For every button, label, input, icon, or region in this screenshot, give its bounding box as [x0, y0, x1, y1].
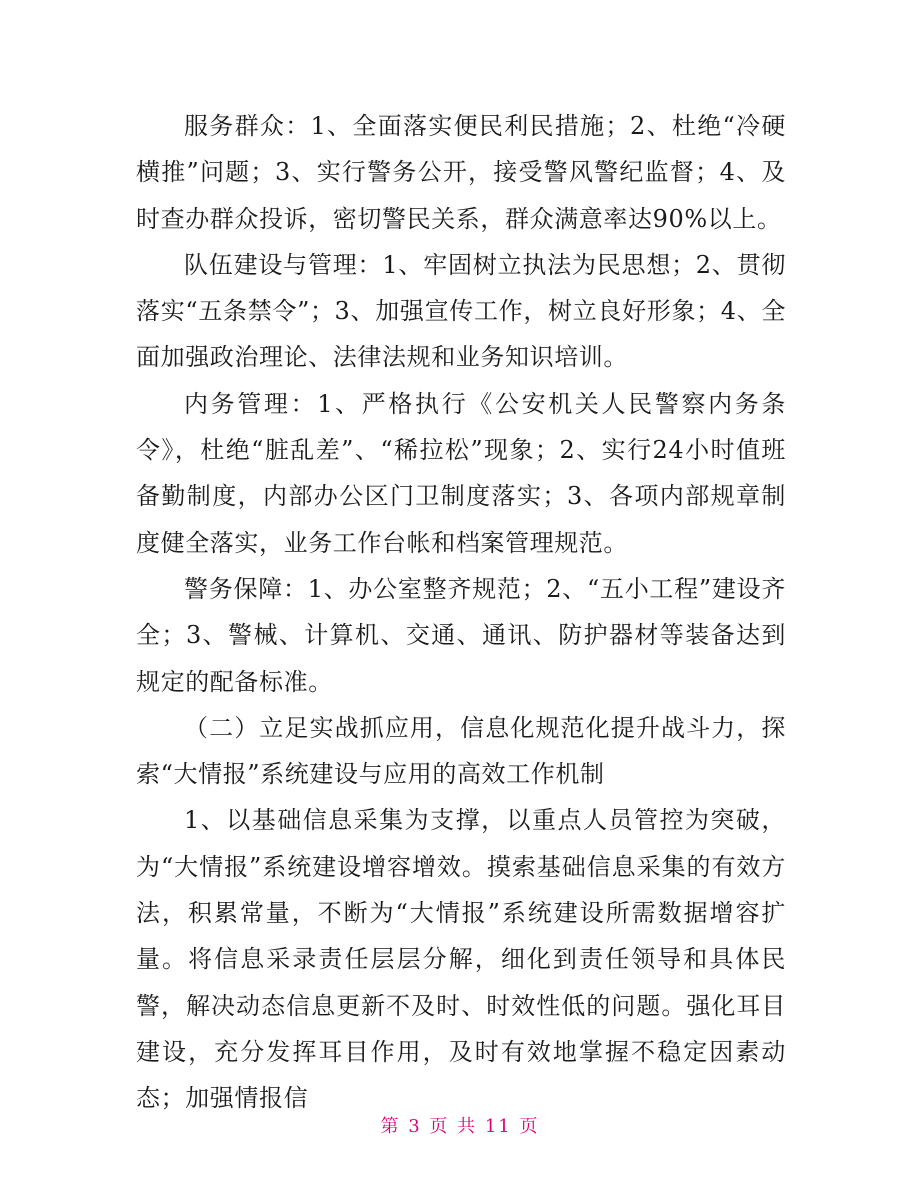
- paragraph-police-support: 警务保障：1、办公室整齐规范；2、“五小工程”建设齐全；3、警械、计算机、交通、通讯、防护器材等装备达到规定的配备标准。: [136, 574, 786, 696]
- paragraph-intelligence-system: 1、以基础信息采集为支撑，以重点人员管控为突破，为“大情报”系统建设增容增效。摸索基础信息采集的有效方法，积累常量，不断为“大情报”系统建设所需数据增容扩量。将信息采录责任层层分解，细化到责任领导和具体民警，解决动态信息更新不及时、时效性低的问题。强化耳目建设，充分发挥耳目作用，及时有效地掌握不稳定因素动态；加强情报信: [136, 806, 786, 1113]
- section-heading-two: （二）立足实战抓应用，信息化规范化提升战斗力，探索“大情报”系统建设与应用的高效工作机制: [136, 713, 786, 789]
- paragraph-team-building: 队伍建设与管理：1、牢固树立执法为民思想；2、贯彻落实“五条禁令”；3、加强宣传工作，树立良好形象；4、全面加强政治理论、法律法规和业务知识培训。: [136, 250, 786, 372]
- page-footer: 第 3 页 共 11 页: [380, 1116, 540, 1137]
- document-body: [136, 103, 786, 1122]
- paragraph-service-public: 服务群众：1、全面落实便民利民措施；2、杜绝“冷硬横推”问题；3、实行警务公开，接受警风警纪监督；4、及时查办群众投诉，密切警民关系，群众满意率达90%以上。: [136, 112, 786, 233]
- paragraph-internal-management: 内务管理：1、严格执行《公安机关人民警察内务条令》，杜绝“脏乱差”、“稀拉松”现象；2、实行24小时值班备勤制度，内部办公区门卫制度落实；3、各项内部规章制度健全落实，业务工作台帐和档案管理规范。: [136, 389, 786, 557]
